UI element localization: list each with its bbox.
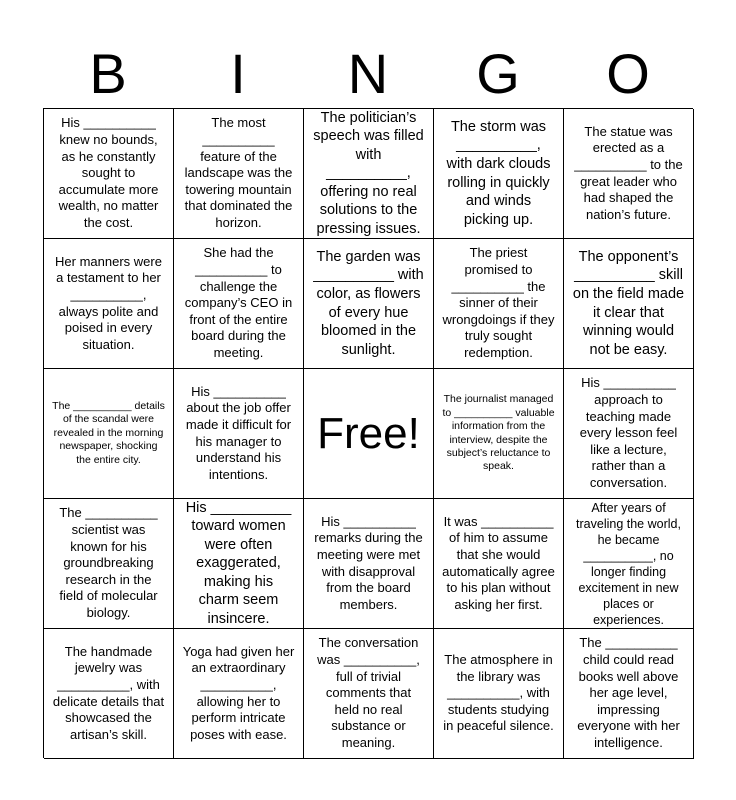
bingo-cell[interactable] (174, 239, 304, 369)
bingo-cell[interactable] (564, 499, 694, 629)
bingo-cell[interactable] (434, 239, 564, 369)
bingo-cell[interactable] (174, 109, 304, 239)
cell-text: After years of traveling the world, he became __________, no longer finding excitement in new places or experiences. (576, 500, 681, 627)
cell-text: The __________ child could read books well above her age level, impressing everyone with her intelligence. (577, 635, 680, 751)
cell-text: His __________ about the job offer made it difficult for his manager to understand his intentions. (185, 383, 292, 482)
cell-text: The handmade jewelry was __________, with delicate details that showcased the artisan’s skill. (52, 643, 165, 742)
cell-text: The statue was erected as a __________ to the great leader who had shaped the nation’s future. (574, 123, 683, 222)
cell-text: The priest promised to __________ the sinner of their wrongdoings if they truly sought redemption. (442, 245, 555, 361)
cell-text: The conversation was __________, full of trivial comments that held no real substance or meaning. (317, 635, 420, 751)
cell-text: The __________ details of the scandal were revealed in the morning newspaper, shocking the entire city. (52, 399, 165, 466)
bingo-cell[interactable] (304, 239, 434, 369)
cell-text: His __________ remarks during the meeting were met with disapproval from the board members. (314, 513, 423, 612)
cell-text: The garden was __________ with color, as flowers of every hue bloomed in the sunlight. (313, 248, 424, 358)
free-space-label: Free! (317, 408, 420, 458)
header-letter-n: N (347, 42, 389, 105)
bingo-cell[interactable] (44, 109, 174, 239)
cell-text: The __________ scientist was known for his groundbreaking research in the field of molecular biology. (59, 505, 158, 621)
header-letter-o: O (606, 42, 650, 105)
cell-text: The storm was __________, with dark clouds rolling in quickly and winds picking up. (446, 118, 551, 228)
bingo-cell[interactable] (434, 369, 564, 499)
bingo-cell[interactable] (434, 629, 564, 759)
bingo-header (43, 40, 693, 108)
bingo-cell[interactable] (44, 369, 174, 499)
cell-text: The opponent’s __________ skill on the field made it clear that winning would not be easy. (572, 248, 685, 358)
cell-text: His __________ approach to teaching made every lesson feel like a lecture, rather than a conversation. (579, 375, 678, 491)
bingo-cell[interactable] (174, 499, 304, 629)
bingo-cell[interactable] (434, 499, 564, 629)
bingo-grid (43, 108, 693, 758)
free-space[interactable] (304, 369, 434, 499)
cell-text: She had the __________ to challenge the company’s CEO in front of the entire board during the meeting. (184, 245, 293, 361)
bingo-cell[interactable] (174, 629, 304, 759)
bingo-cell[interactable] (304, 629, 434, 759)
bingo-cell[interactable] (44, 239, 174, 369)
header-letter-b: B (89, 42, 127, 105)
bingo-cell[interactable] (304, 109, 434, 239)
header-letter-i: I (230, 42, 246, 105)
bingo-cell[interactable] (564, 239, 694, 369)
cell-text: His __________ toward women were often exaggerated, making his charm seem insincere. (185, 499, 292, 627)
cell-text: The atmosphere in the library was __________, with students studying in peaceful silence. (443, 651, 554, 734)
cell-text: The politician’s speech was filled with __________, offering no real solutions to the pressing issues. (313, 109, 424, 237)
cell-text: The most __________ feature of the landscape was the towering mountain that dominated the horizon. (184, 115, 293, 231)
cell-text: Yoga had given her an extraordinary __________, allowing her to perform intricate poses with ease. (182, 643, 295, 742)
cell-text: The journalist managed to __________ valuable information from the interview, despite the subject’s reluctance to speak. (442, 393, 555, 473)
bingo-cell[interactable] (304, 499, 434, 629)
cell-text: His __________ knew no bounds, as he constantly sought to accumulate more wealth, no matter the cost. (58, 115, 159, 231)
bingo-cell[interactable] (434, 109, 564, 239)
bingo-cell[interactable] (564, 369, 694, 499)
bingo-cell[interactable] (44, 499, 174, 629)
cell-text: It was __________ of him to assume that she would automatically agree to his plan without asking her first. (442, 513, 555, 612)
header-letter-g: G (476, 42, 520, 105)
cell-text: Her manners were a testament to her __________, always polite and poised in every situation. (55, 253, 162, 352)
bingo-cell[interactable] (564, 109, 694, 239)
bingo-cell[interactable] (174, 369, 304, 499)
bingo-cell[interactable] (564, 629, 694, 759)
bingo-cell[interactable] (44, 629, 174, 759)
